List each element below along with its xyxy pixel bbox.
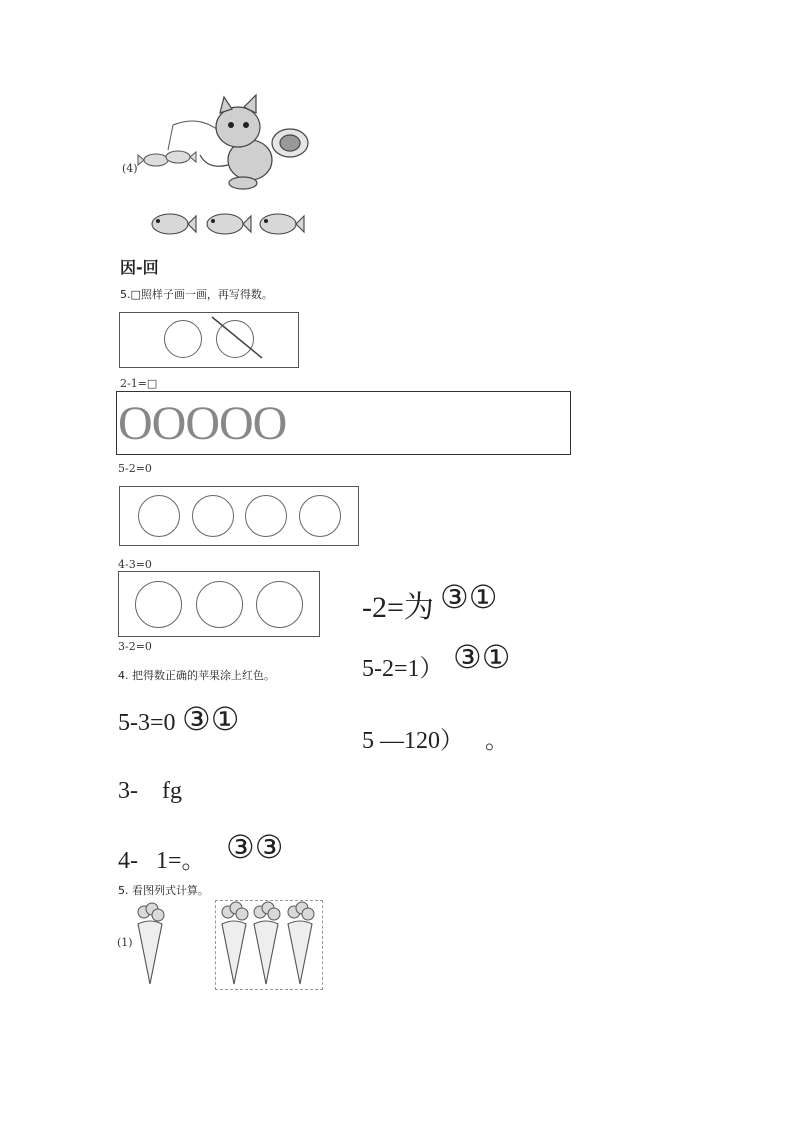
apple-expr: 4- 1=。 (118, 848, 206, 874)
apple-options: 。 (485, 728, 509, 754)
apple-options: ③① (440, 578, 498, 616)
q5-part-1-label: (1) (117, 936, 133, 949)
example-box (119, 312, 299, 368)
circle (299, 495, 341, 537)
apple-expr: 3- fg (118, 778, 182, 804)
apple-expr: 5-3=0 (118, 710, 176, 736)
apple-options: ③① (453, 638, 511, 676)
apple-options: ③③ (226, 828, 284, 866)
apple-expr: -2=为 (362, 591, 434, 624)
circles-text: OOOOO (118, 397, 287, 450)
part-4-label: (4) (122, 162, 138, 175)
circle (192, 495, 234, 537)
circle (256, 581, 303, 628)
circle (196, 581, 243, 628)
partial-heading: 因-回 (120, 258, 159, 277)
carrot-single-illustration (130, 902, 170, 986)
fish-row-illustration (148, 206, 308, 242)
circle (135, 581, 182, 628)
example-circle (164, 320, 202, 358)
circle (245, 495, 287, 537)
apple-expr: 5-2=1） (362, 656, 444, 682)
carrot-group-illustration (218, 902, 322, 988)
q3-instruction: 5.□照样子画一画，再写得数。 (120, 288, 273, 301)
apple-expr: 5 —120） (362, 728, 464, 754)
apple-options: ③① (182, 700, 240, 738)
q5-instruction: 5. 看图列式计算。 (118, 884, 209, 897)
equation-3-2: 3-2=0 (118, 640, 152, 653)
q4-instruction: 4. 把得数正确的苹果涂上红色。 (118, 669, 275, 682)
cat-fishing-illustration (138, 95, 318, 195)
equation-2-1: 2-1=□ (120, 377, 158, 390)
cross-stroke (210, 315, 265, 360)
circle (138, 495, 180, 537)
equation-4-3: 4-3=0 (118, 558, 152, 571)
equation-5-2: 5-2=0 (118, 462, 152, 475)
